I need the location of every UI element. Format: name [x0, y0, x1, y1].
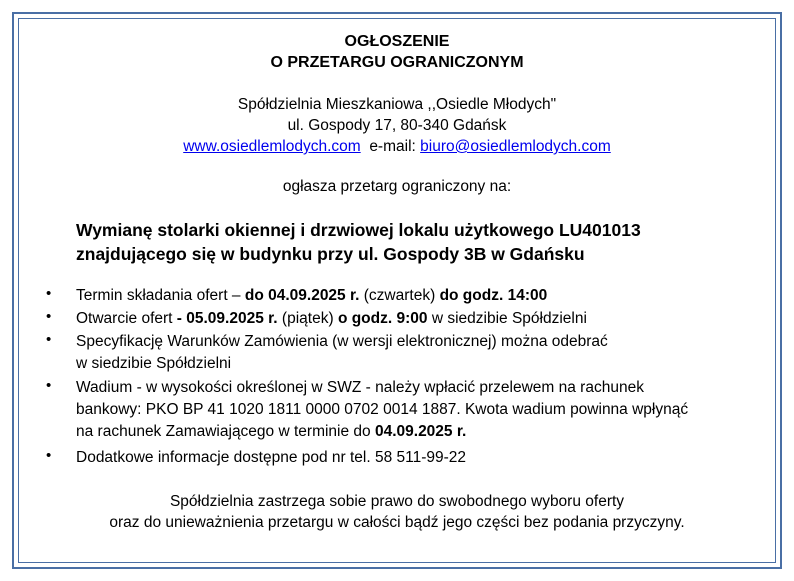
- email-label: e-mail:: [369, 138, 416, 155]
- heading-line-1: OGŁOSZENIE: [344, 33, 450, 50]
- footer-line-2: oraz do unieważnienia przetargu w całości bądź jego części bez podania przyczyny.: [109, 514, 685, 531]
- contact-line: [0, 138, 794, 156]
- bullet-text: Specyfikację Warunków Zamówienia (w wersji elektronicznej) można odebrać w siedzibie Spółdzielni: [76, 333, 608, 372]
- email-link[interactable]: biuro@osiedlemlodych.com: [420, 138, 611, 155]
- bullet-text: Otwarcie ofert - 05.09.2025 r. (piątek) o godz. 9:00 w siedzibie Spółdzielni: [76, 310, 587, 327]
- bullet-text: Termin składania ofert – do 04.09.2025 r. (czwartek) do godz. 14:00: [76, 287, 548, 304]
- tender-subject: [76, 218, 641, 266]
- heading-line-2: O PRZETARGU OGRANICZONYM: [270, 54, 524, 71]
- bullet-icon: •: [46, 447, 52, 464]
- bullet-icon: •: [46, 308, 52, 325]
- bullet-icon: •: [46, 377, 52, 394]
- bullet-icon: •: [46, 285, 52, 302]
- announcement-text: ogłasza przetarg ograniczony na:: [282, 178, 512, 195]
- organization-address: ul. Gospody 17, 80-340 Gdańsk: [287, 117, 507, 134]
- organization-name: Spółdzielnia Mieszkaniowa ,,Osiedle Młodych": [237, 96, 557, 113]
- bullet-icon: •: [46, 331, 52, 348]
- footer-line-1: Spółdzielnia zastrzega sobie prawo do swobodnego wyboru oferty: [169, 493, 625, 510]
- subject-line-1: Wymianę stolarki okiennej i drzwiowej lokalu użytkowego LU401013: [76, 220, 641, 240]
- website-link[interactable]: www.osiedlemlodych.com: [183, 138, 361, 155]
- bullet-text: Dodatkowe informacje dostępne pod nr tel. 58 511-99-22: [76, 449, 467, 466]
- bullet-text: Wadium - w wysokości określonej w SWZ - należy wpłacić przelewem na rachunek bankowy: PKO BP 41 1020 1811 0000 0702 0014 1887. Kwota wadium powinna wpłynąć na rachunek Zamawiającego w terminie do 04.09.2025 r.: [76, 379, 689, 440]
- subject-line-2: znajdującego się w budynku przy ul. Gospody 3B w Gdańsku: [76, 244, 585, 264]
